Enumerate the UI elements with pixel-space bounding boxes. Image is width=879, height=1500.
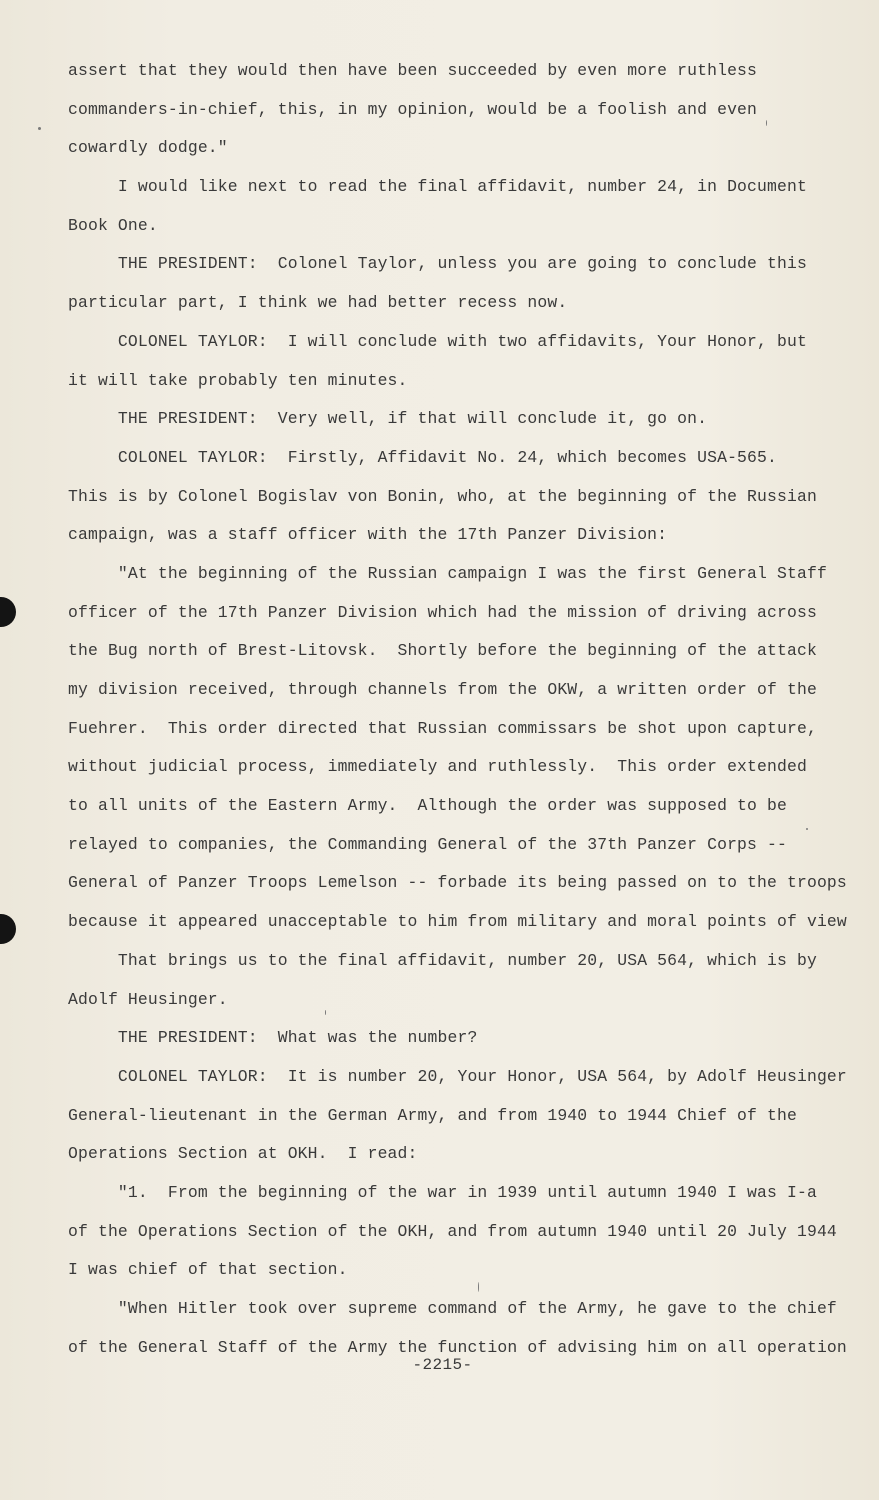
text-line: COLONEL TAYLOR: I will conclude with two affidavits, Your Honor, but [68, 331, 807, 351]
text-line: I would like next to read the final affidavit, number 24, in Document [68, 177, 807, 197]
ink-speck [38, 127, 41, 130]
text-line: THE PRESIDENT: Colonel Taylor, unless you are going to conclude this [68, 254, 807, 274]
text-line: COLONEL TAYLOR: Firstly, Affidavit No. 24, which becomes USA-565. [68, 447, 778, 467]
text-line: "At the beginning of the Russian campaign I was the first General Staff [68, 563, 827, 583]
text-line: particular part, I think we had better recess now. [68, 293, 568, 313]
text-line: I was chief of that section. [68, 1260, 348, 1280]
text-line: "1. From the beginning of the war in 1939 until autumn 1940 I was I-a [68, 1182, 817, 1202]
text-line: because it appeared unacceptable to him from military and moral points of view [68, 912, 847, 932]
text-line: of the General Staff of the Army the function of advising him on all operation [68, 1337, 847, 1357]
text-line: officer of the 17th Panzer Division which had the mission of driving across [68, 602, 817, 622]
punch-hole-top [0, 597, 16, 627]
text-line: to all units of the Eastern Army. Although the order was supposed to be [68, 796, 787, 816]
text-line: my division received, through channels from the OKW, a written order of the [68, 680, 817, 699]
text-line: Operations Section at OKH. I read: [68, 1144, 418, 1164]
text-line: Book One. [68, 215, 158, 235]
text-line: the Bug north of Brest-Litovsk. Shortly before the beginning of the attack [68, 641, 817, 661]
text-line: relayed to companies, the Commanding General of the 37th Panzer Corps -- [68, 834, 787, 854]
text-line: General-lieutenant in the German Army, and from 1940 to 1944 Chief of the [68, 1105, 797, 1125]
punch-hole-bottom [0, 914, 16, 944]
text-line: commanders-in-chief, this, in my opinion, would be a foolish and even [68, 99, 758, 119]
text-line: of the Operations Section of the OKH, and from autumn 1940 until 20 July 1944 [68, 1221, 837, 1241]
page-number: -2215- [412, 1356, 473, 1374]
text-line: assert that they would then have been succeeded by even more ruthless [68, 61, 758, 80]
text-line: This is by Colonel Bogislav von Bonin, who, at the beginning of the Russian [68, 486, 817, 506]
text-line: "When Hitler took over supreme command of the Army, he gave to the chief [68, 1299, 837, 1318]
text-line: COLONEL TAYLOR: It is number 20, Your Honor, USA 564, by Adolf Heusinger [68, 1066, 847, 1086]
transcript-body [68, 52, 847, 1367]
text-line: General of Panzer Troops Lemelson -- forbade its being passed on to the troops [68, 873, 847, 893]
text-line: That brings us to the final affidavit, number 20, USA 564, which is by [68, 950, 817, 970]
text-line: Fuehrer. This order directed that Russian commissars be shot upon capture, [68, 718, 817, 738]
text-line: Adolf Heusinger. [68, 989, 228, 1009]
text-line: without judicial process, immediately and ruthlessly. This order extended [68, 757, 807, 777]
text-line: campaign, was a staff officer with the 17th Panzer Division: [68, 525, 668, 545]
text-line: cowardly dodge." [68, 138, 228, 158]
text-line: THE PRESIDENT: Very well, if that will conclude it, go on. [68, 409, 708, 429]
text-line: it will take probably ten minutes. [68, 370, 408, 390]
text-line: THE PRESIDENT: What was the number? [68, 1028, 478, 1048]
